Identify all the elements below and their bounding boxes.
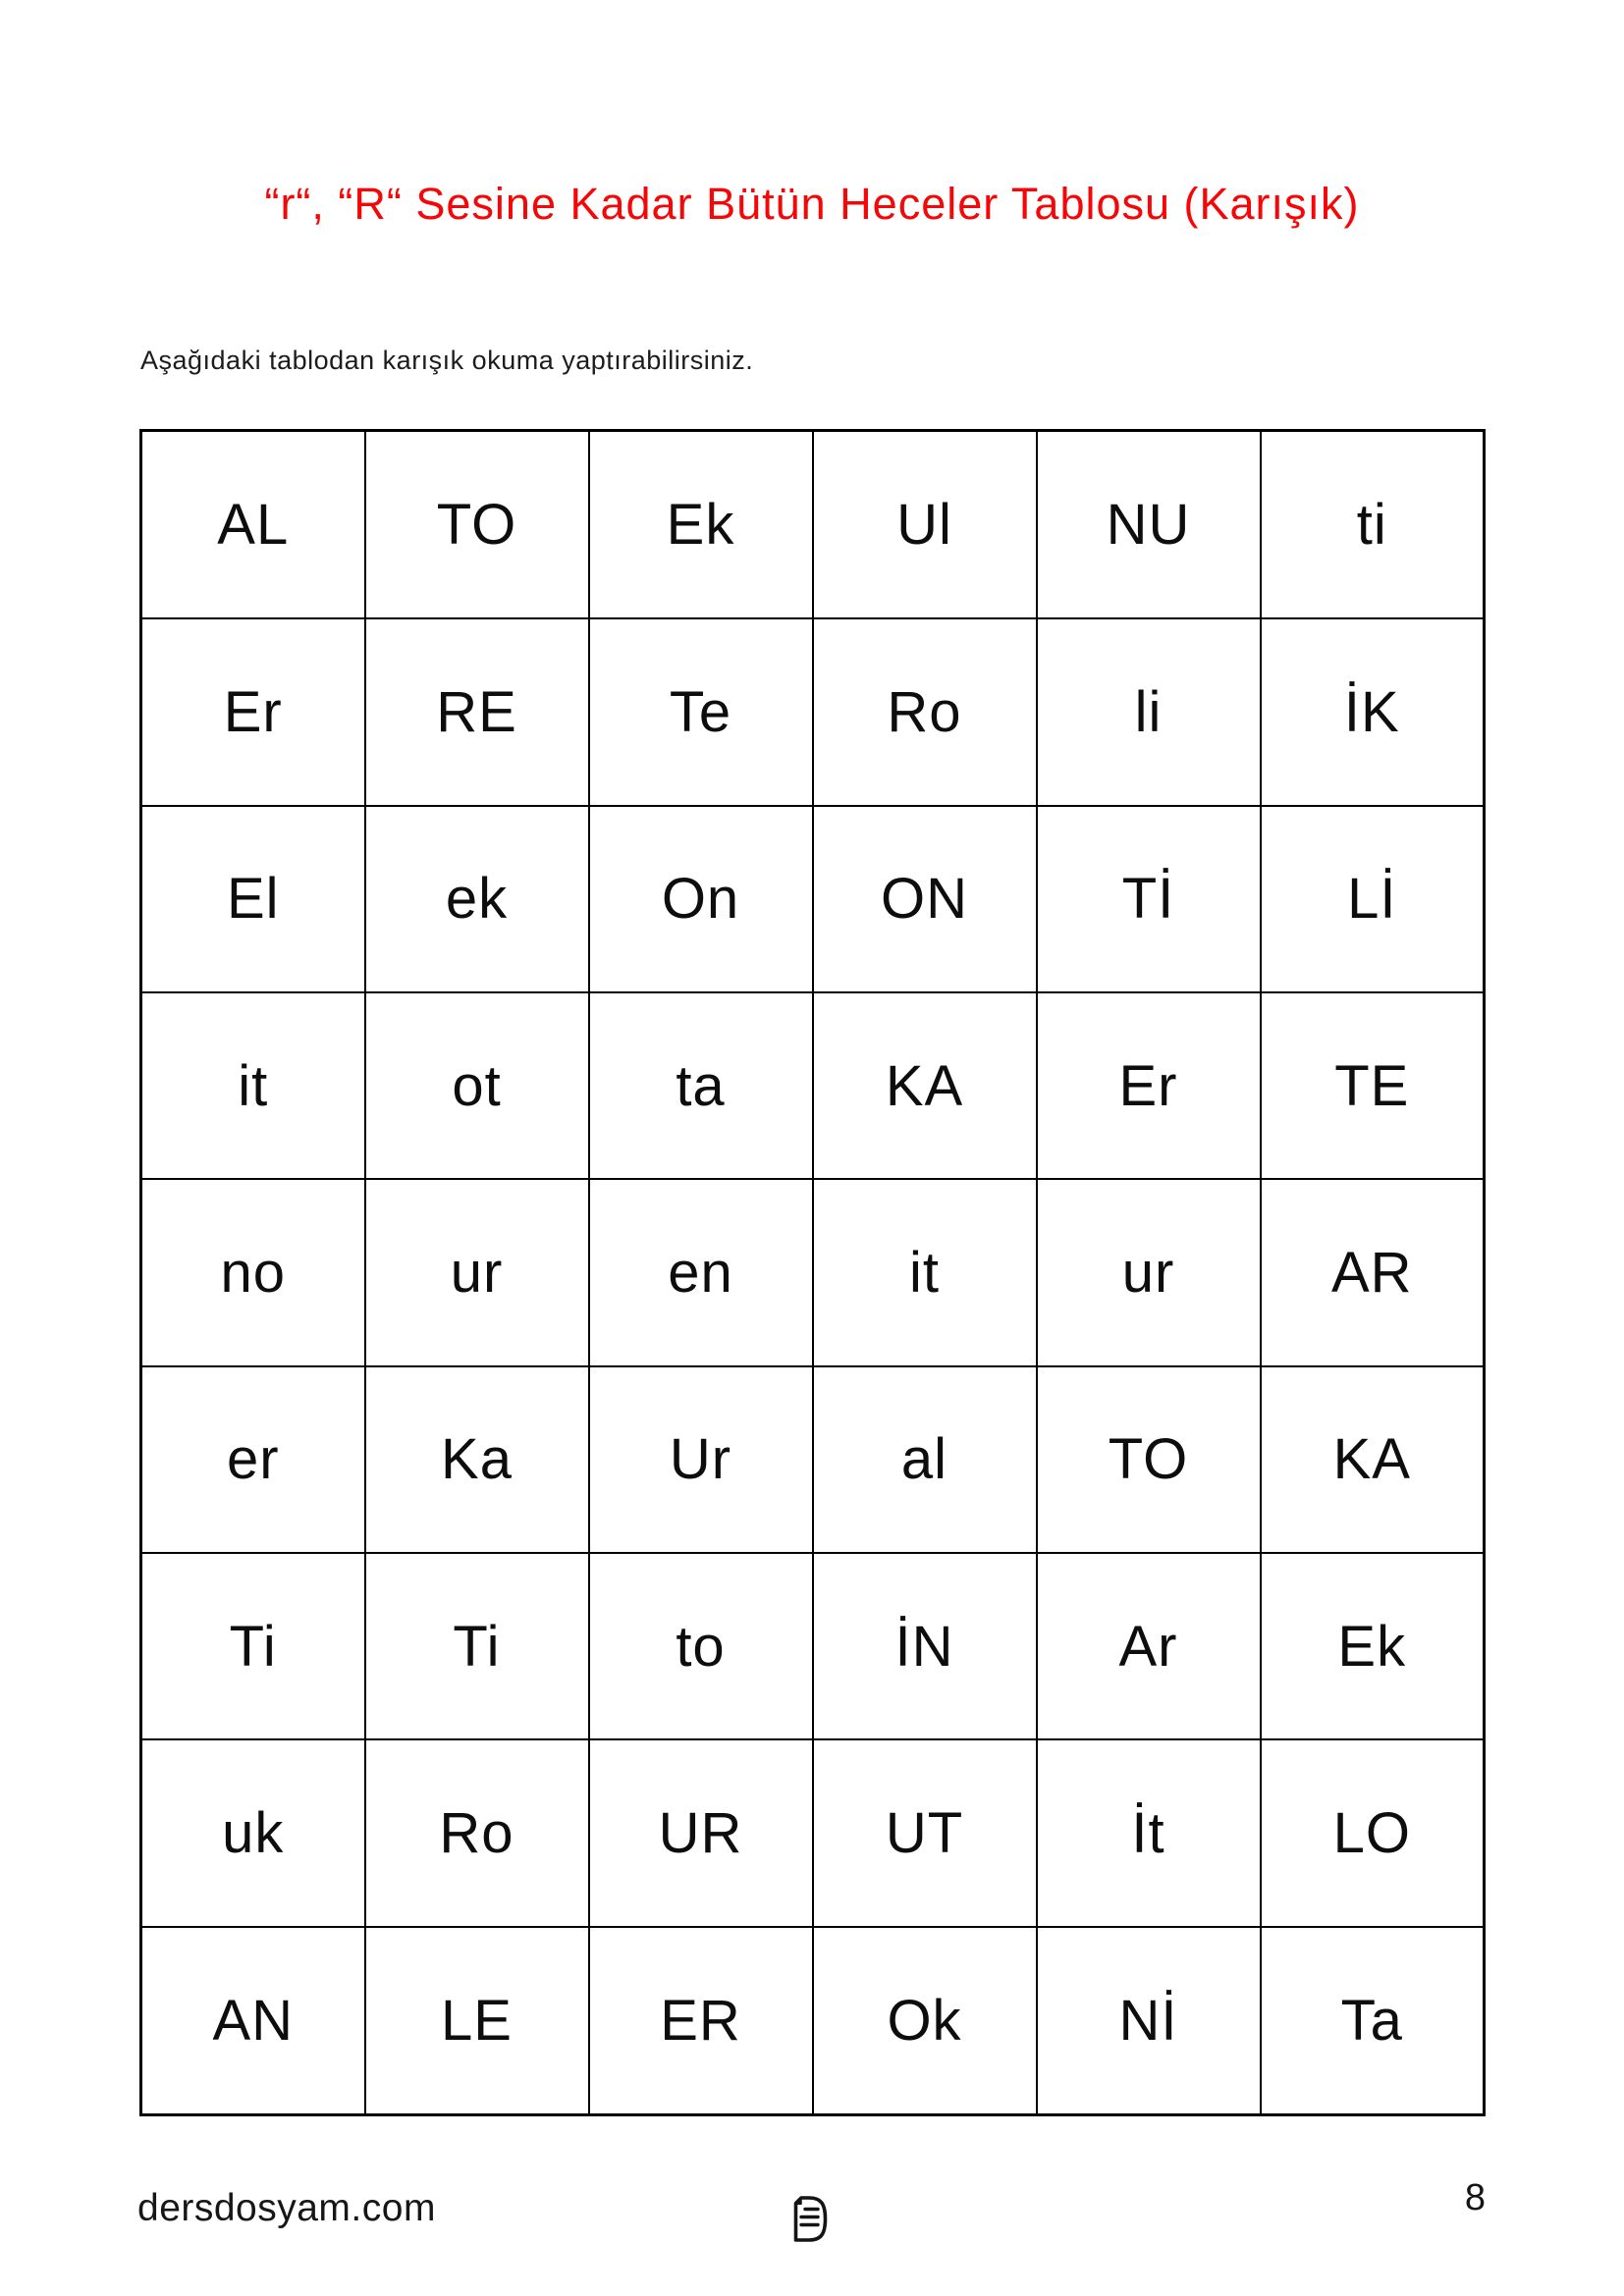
syllable-cell: Er <box>1037 992 1261 1179</box>
syllable-cell: Ek <box>589 431 813 619</box>
syllable-cell: Ar <box>1037 1553 1261 1739</box>
syllable-cell: LO <box>1261 1739 1485 1926</box>
syllable-cell: li <box>1037 618 1261 805</box>
syllable-cell: Tİ <box>1037 806 1261 992</box>
syllable-cell: UR <box>589 1739 813 1926</box>
table-row <box>141 806 1485 992</box>
syllable-cell: Ek <box>1261 1553 1485 1739</box>
syllable-cell: Ok <box>813 1927 1037 2115</box>
page-number: 8 <box>1464 2177 1486 2218</box>
syllable-cell: ER <box>589 1927 813 2115</box>
syllable-cell: Er <box>141 618 365 805</box>
table-row <box>141 1739 1485 1926</box>
syllable-cell: AN <box>141 1927 365 2115</box>
table-row <box>141 1366 1485 1553</box>
table-row <box>141 431 1485 619</box>
syllable-cell: ti <box>1261 431 1485 619</box>
syllable-cell: Ka <box>365 1366 589 1553</box>
syllable-cell: al <box>813 1366 1037 1553</box>
syllable-cell: KA <box>813 992 1037 1179</box>
syllable-cell: it <box>813 1179 1037 1365</box>
syllable-cell: en <box>589 1179 813 1365</box>
syllable-cell: er <box>141 1366 365 1553</box>
syllable-cell: UT <box>813 1739 1037 1926</box>
syllable-cell: LE <box>365 1927 589 2115</box>
table-row <box>141 1179 1485 1365</box>
syllable-cell: ta <box>589 992 813 1179</box>
syllable-cell: İK <box>1261 618 1485 805</box>
syllable-cell: Ti <box>141 1553 365 1739</box>
page-subtitle: Aşağıdaki tablodan karışık okuma yaptırabilirsiniz. <box>140 346 754 375</box>
syllable-cell: AR <box>1261 1179 1485 1365</box>
syllable-table-body <box>141 431 1485 2115</box>
syllable-cell: KA <box>1261 1366 1485 1553</box>
syllable-cell: it <box>141 992 365 1179</box>
syllable-cell: RE <box>365 618 589 805</box>
syllable-cell: no <box>141 1179 365 1365</box>
syllable-cell: TO <box>1037 1366 1261 1553</box>
syllable-cell: Ro <box>365 1739 589 1926</box>
table-row <box>141 992 1485 1179</box>
table-row <box>141 618 1485 805</box>
syllable-cell: On <box>589 806 813 992</box>
syllable-cell: AL <box>141 431 365 619</box>
syllable-cell: Nİ <box>1037 1927 1261 2115</box>
syllable-cell: Te <box>589 618 813 805</box>
syllable-cell: to <box>589 1553 813 1739</box>
syllable-cell: NU <box>1037 431 1261 619</box>
syllable-table <box>139 429 1486 2116</box>
document-icon <box>785 2195 829 2244</box>
syllable-cell: ot <box>365 992 589 1179</box>
syllable-cell: El <box>141 806 365 992</box>
syllable-cell: TE <box>1261 992 1485 1179</box>
syllable-cell: Ta <box>1261 1927 1485 2115</box>
footer-site-text: dersdosyam.com <box>137 2187 436 2229</box>
syllable-cell: ek <box>365 806 589 992</box>
syllable-cell: Ro <box>813 618 1037 805</box>
syllable-cell: Ur <box>589 1366 813 1553</box>
syllable-cell: Ti <box>365 1553 589 1739</box>
syllable-cell: Lİ <box>1261 806 1485 992</box>
syllable-cell: ON <box>813 806 1037 992</box>
syllable-cell: uk <box>141 1739 365 1926</box>
syllable-cell: TO <box>365 431 589 619</box>
syllable-cell: İt <box>1037 1739 1261 1926</box>
page-title: “r“, “R“ Sesine Kadar Bütün Heceler Tablosu (Karışık) <box>264 179 1360 229</box>
syllable-cell: ur <box>1037 1179 1261 1365</box>
syllable-cell: ur <box>365 1179 589 1365</box>
syllable-cell: İN <box>813 1553 1037 1739</box>
table-row <box>141 1927 1485 2115</box>
syllable-cell: Ul <box>813 431 1037 619</box>
table-row <box>141 1553 1485 1739</box>
